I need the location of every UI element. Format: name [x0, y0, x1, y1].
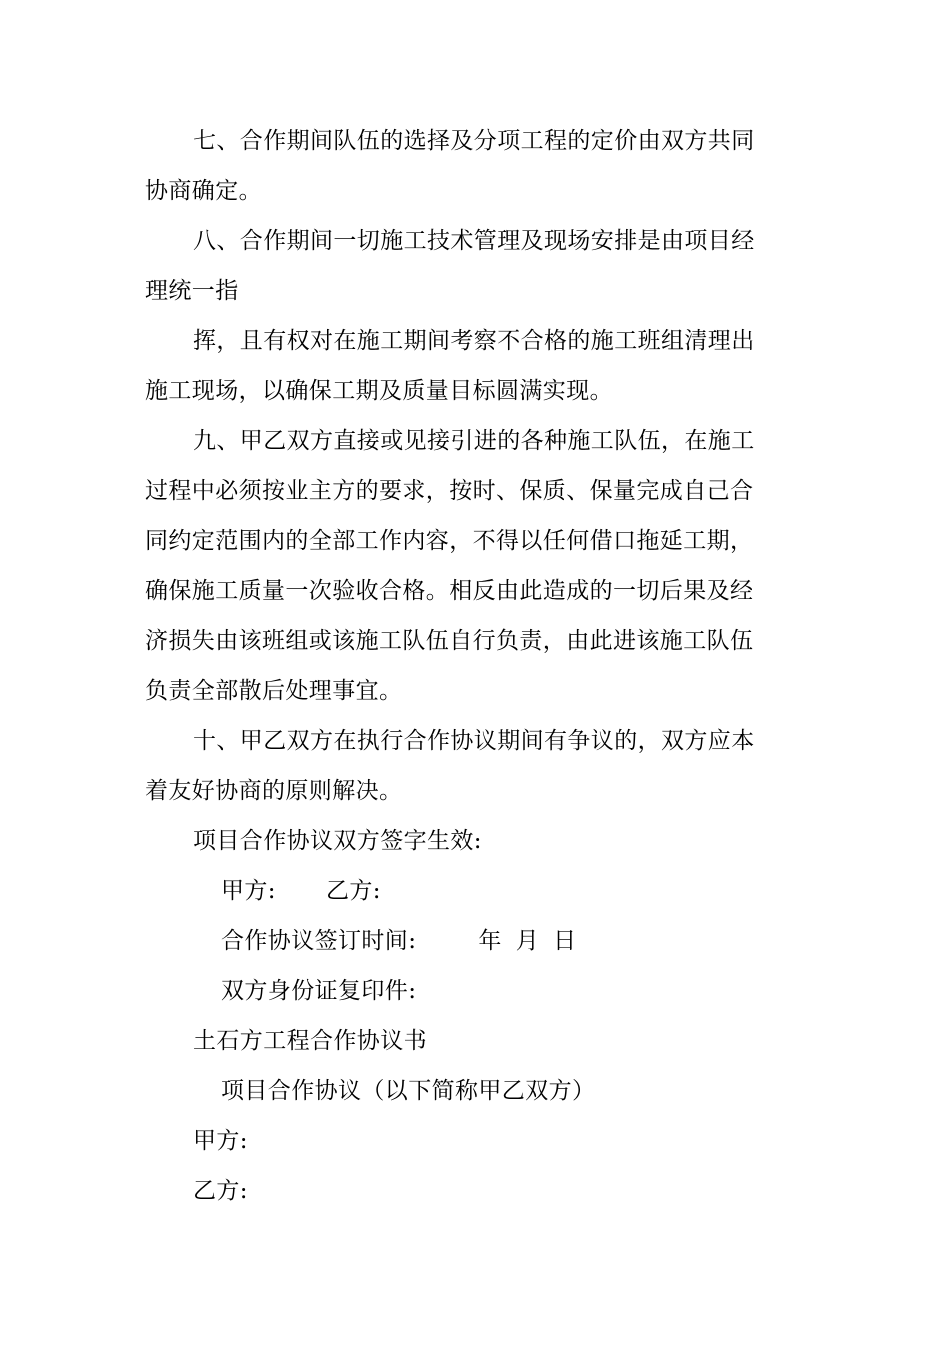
clause-9-line-3: 同约定范围内的全部工作内容，不得以任何借口拖延工期，: [145, 528, 754, 554]
clause-9-line-2: 过程中必须按业主方的要求，按时、保质、保量完成自己合: [145, 478, 754, 504]
second-party-a-label: 甲方:: [193, 1128, 248, 1154]
clause-9-line-4: 确保施工质量一次验收合格。相反由此造成的一切后果及经: [145, 578, 754, 604]
second-agreement-title: 土石方工程合作协议书: [193, 1028, 427, 1054]
clause-8-line-1: 八、合作期间一切施工技术管理及现场安排是由项目经: [193, 228, 755, 254]
clause-7-line-1: 七、合作期间队伍的选择及分项工程的定价由双方共同: [193, 128, 755, 154]
clause-7-line-2: 协商确定。: [145, 178, 262, 204]
second-party-b-label: 乙方:: [193, 1178, 248, 1204]
sign-time-label: 合作协议签订时间:: [221, 928, 417, 954]
month-label: 月: [515, 928, 540, 954]
party-line: [221, 876, 381, 906]
id-copy-line: 双方身份证复印件:: [221, 978, 417, 1004]
party-a-label: 甲方:: [221, 878, 276, 904]
signature-effective-line: 项目合作协议双方签字生效:: [193, 828, 482, 854]
clause-9-line-6: 负责全部散后处理事宜。: [145, 678, 403, 704]
second-agreement-intro: 项目合作协议（以下简称甲乙双方）: [221, 1078, 596, 1104]
clause-8-line-2: 理统一指: [145, 278, 239, 304]
clause-9-line-5: 济损失由该班组或该施工队伍自行负责，由此进该施工队伍: [145, 628, 754, 654]
clause-9-line-1: 九、甲乙双方直接或见接引进的各种施工队伍，在施工: [193, 428, 755, 454]
day-label: 日: [553, 928, 577, 954]
clause-10-line-2: 着友好协商的原则解决。: [145, 778, 403, 804]
clause-10-line-1: 十、甲乙双方在执行合作协议期间有争议的，双方应本: [193, 728, 755, 754]
party-b-label: 乙方:: [325, 878, 381, 904]
sign-time-line: [221, 926, 577, 956]
clause-8-line-4: 施工现场，以确保工期及质量目标圆满实现。: [145, 378, 613, 404]
clause-8-line-3: 挥，且有权对在施工期间考察不合格的施工班组清理出: [193, 328, 755, 354]
year-label: 年: [478, 928, 502, 954]
